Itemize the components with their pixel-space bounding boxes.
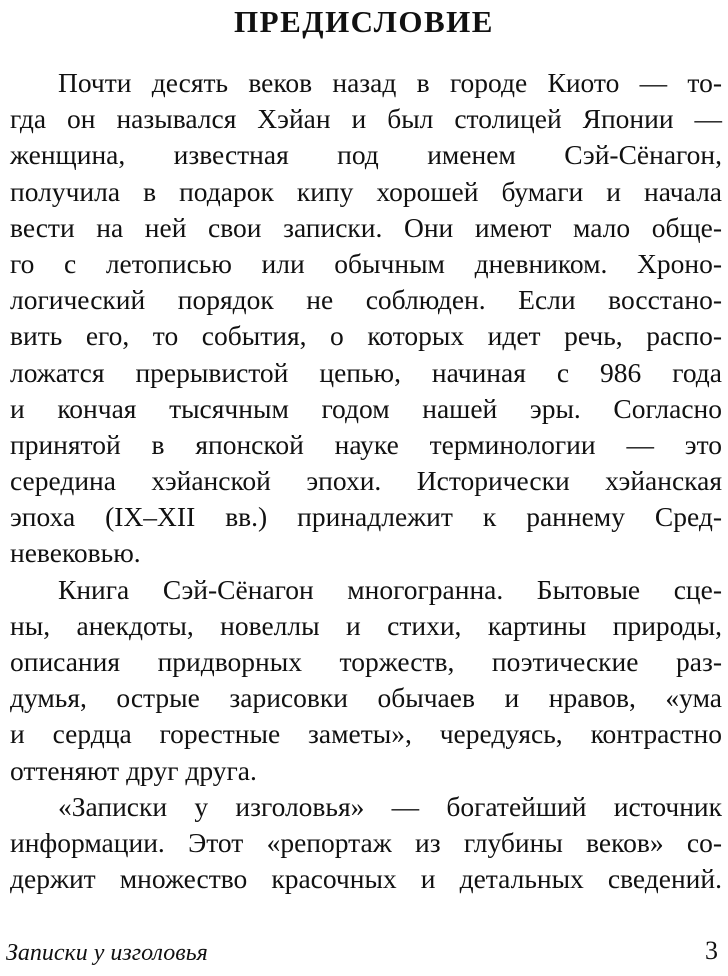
- preface-body: [10, 65, 722, 897]
- text-line: ложатся прерывистой цепью, начиная с 986 года: [10, 356, 722, 388]
- text-line: Книга Сэй-Сёнагон многогранна. Бытовые сце-: [58, 573, 722, 605]
- text-line: и сердца горестные заметы», чередуясь, контрастно: [10, 718, 722, 750]
- text-line: ны, анекдоты, новеллы и стихи, картины природы,: [10, 609, 722, 641]
- text-line: и кончая тысячным годом нашей эры. Согласно: [10, 392, 722, 424]
- text-line: Почти десять веков назад в городе Киото — то-: [58, 67, 722, 98]
- paragraph-3: [10, 789, 722, 898]
- page-heading: ПРЕДИСЛОВИЕ: [234, 4, 494, 39]
- text-line: оттеняют друг друга.: [10, 754, 257, 786]
- text-line: принятой в японской науке терминологии — это: [10, 428, 722, 460]
- text-line: описания придворных торжеств, поэтические раз-: [10, 646, 722, 677]
- text-line: логический порядок не соблюден. Если восстано-: [10, 284, 722, 316]
- running-footer-title: Записки у изголовья: [6, 940, 208, 966]
- page-number: 3: [705, 936, 718, 965]
- text-line: го с летописью или обычным дневником. Хроно-: [10, 247, 722, 279]
- paragraph-2: [10, 572, 722, 789]
- text-line: держит множество красочных и детальных сведений.: [10, 863, 722, 895]
- text-line: эпоха (IX–XII вв.) принадлежит к раннему Сред-: [10, 501, 722, 533]
- text-line: получила в подарок кипу хорошей бумаги и начала: [10, 175, 722, 207]
- paragraph-1: [10, 65, 722, 572]
- text-line: вести на ней свои записки. Они имеют мало обще-: [10, 211, 722, 243]
- text-line: середина хэйанской эпохи. Исторически хэйанская: [10, 465, 722, 497]
- text-line: невековью.: [10, 537, 141, 569]
- text-line: женщина, известная под именем Сэй-Сёнагон,: [10, 139, 722, 171]
- text-line: «Записки у изголовья» — богатейший источник: [58, 790, 722, 822]
- text-line: гда он назывался Хэйан и был столицей Японии —: [10, 103, 722, 135]
- text-line: информации. Этот «репортаж из глубины веков» со-: [10, 826, 722, 858]
- text-line: вить его, то события, о которых идет речь, распо-: [10, 320, 722, 352]
- text-line: думья, острые зарисовки обычаев и нравов, «ума: [10, 682, 722, 714]
